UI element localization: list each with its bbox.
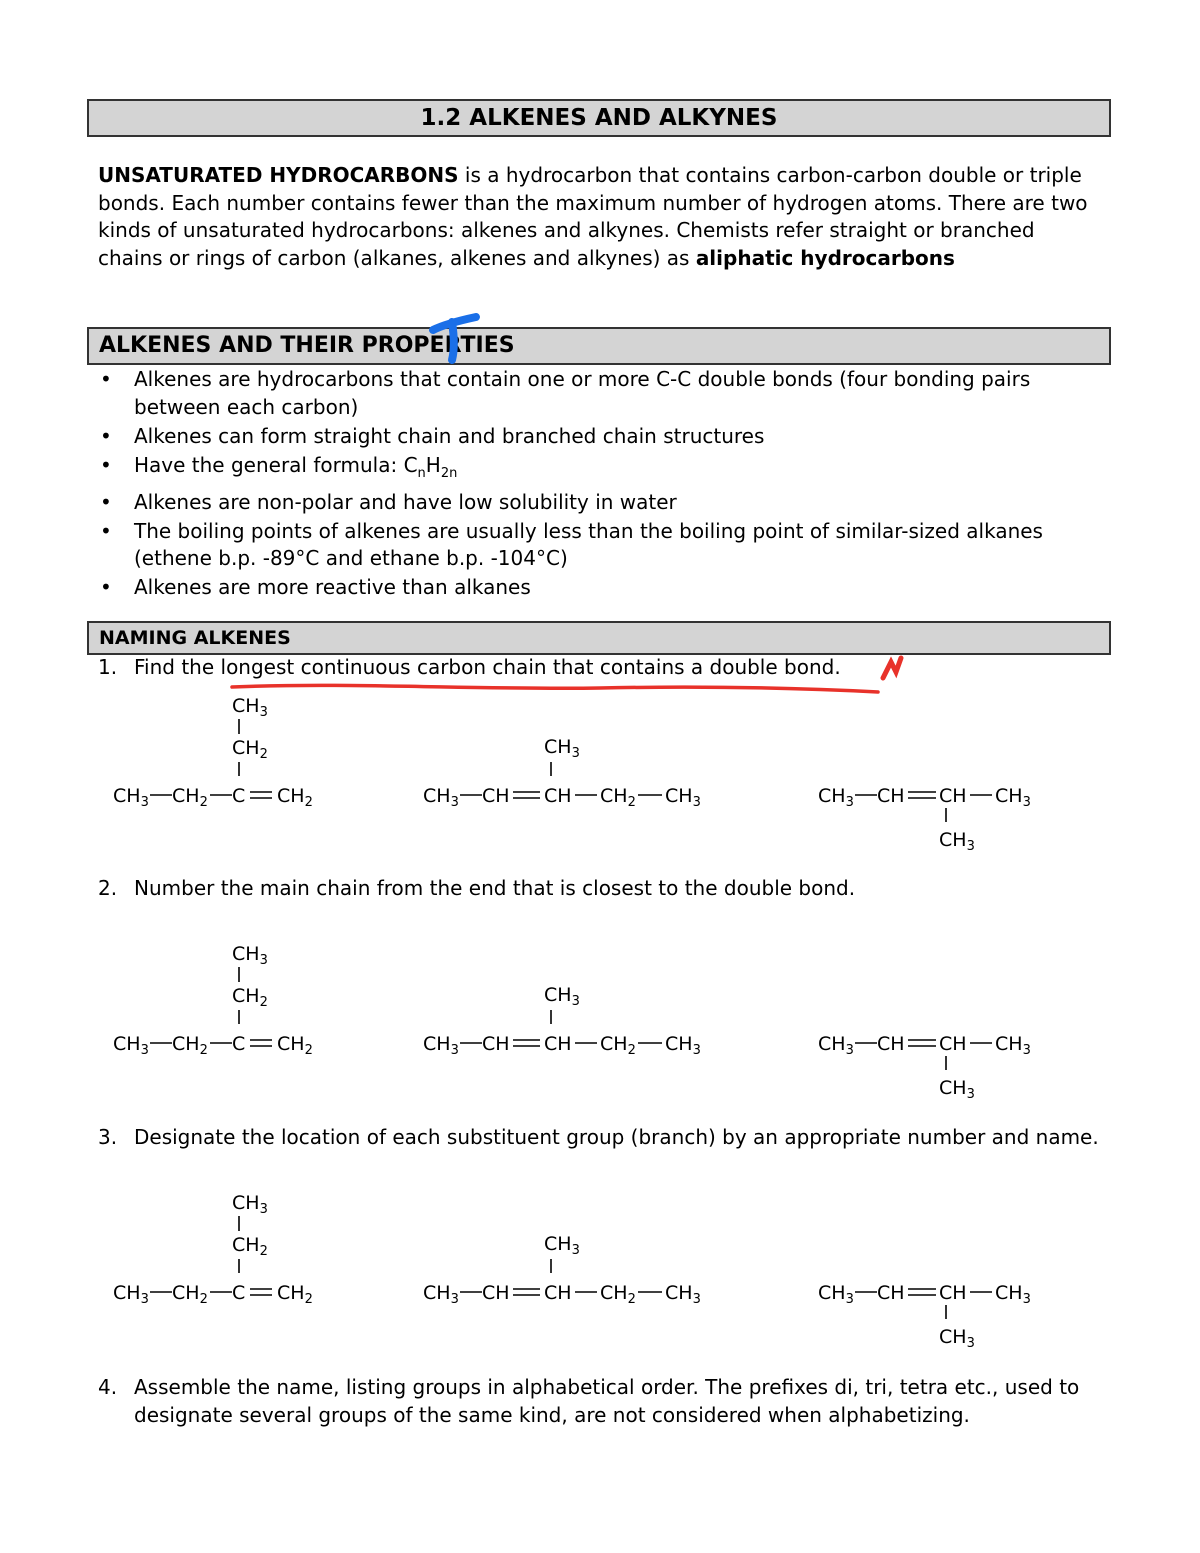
mol3-ch3-end: $CH_3$ [995, 1282, 1031, 1307]
step-1: 1. Find the longest continuous carbon chain that contains a double bond. [98, 655, 841, 679]
step-4: 4. Assemble the name, listing groups in alphabetical order. The prefixes di, tri, tetra etc., used to designate several groups of the same kind, are not considered when alphabetizing. [98, 1375, 1080, 1427]
mol3-ch3: $CH_3$ [818, 1033, 854, 1058]
mol1-ch3: $CH_3$ [113, 1282, 149, 1307]
mol3-branch-ch3: $CH_3$ [939, 829, 975, 854]
mol3-ch3: $CH_3$ [818, 785, 854, 810]
mol2-branch-ch3: $CH_3$ [544, 984, 580, 1009]
mol1-c: C [232, 1033, 246, 1055]
list-item: • Alkenes can form straight chain and branched chain structures [98, 423, 1108, 451]
mol1-branch-ch2: $CH_2$ [232, 985, 268, 1010]
mol3-branch-ch3: $CH_3$ [939, 1326, 975, 1351]
intro-term: UNSATURATED HYDROCARBONS [98, 163, 459, 187]
mol3-ch3: $CH_3$ [818, 1282, 854, 1307]
bullet: • [100, 518, 112, 543]
mol2-ch3: $CH_3$ [423, 1033, 459, 1058]
mol1-branch-ch2: $CH_2$ [232, 737, 268, 762]
list-item: • Alkenes are non-polar and have low solubility in water [98, 489, 1108, 517]
mol2-ch3: $CH_3$ [423, 785, 459, 810]
mol1-branch-ch2: $CH_2$ [232, 1234, 268, 1259]
list-item: • The boiling points of alkenes are usually less than the boiling point of similar-sized alkanes (ethene b.p. -89°C and ethane b.p. -104°C) [100, 518, 1043, 570]
mol2-ch-2: CH [544, 1282, 572, 1304]
mol3-ch-2: CH [939, 785, 967, 807]
bullet: • [100, 452, 112, 477]
mol1-branch-ch3: $CH_3$ [232, 1192, 268, 1217]
mol3-branch-ch3: $CH_3$ [939, 1077, 975, 1102]
bullet: • [100, 367, 112, 391]
properties-heading: ALKENES AND THEIR PROPERTIES [87, 327, 1111, 365]
mol1-ch3: $CH_3$ [113, 785, 149, 810]
mol3-ch-2: CH [939, 1033, 967, 1055]
mol3-ch3-end: $CH_3$ [995, 785, 1031, 810]
mol2-ch3-end: $CH_3$ [665, 1282, 701, 1307]
mol2-ch3-end: $CH_3$ [665, 1033, 701, 1058]
mol1-ch2-end: $CH_2$ [277, 1033, 313, 1058]
list-item: • Alkenes are hydrocarbons that contain one or more C-C double bonds (four bonding pairs between each carbon) [100, 367, 1031, 419]
mol2-ch2: $CH_2$ [600, 785, 636, 810]
intro-term-aliphatic: aliphatic hydrocarbons [695, 245, 955, 270]
mol2-ch3-end: $CH_3$ [665, 785, 701, 810]
naming-heading: NAMING ALKENES [87, 621, 1111, 655]
mol1-ch2: $CH_2$ [172, 785, 208, 810]
page-title: 1.2 ALKENES AND ALKYNES [87, 99, 1111, 137]
mol1-ch2-end: $CH_2$ [277, 1282, 313, 1307]
mol3-ch3-end: $CH_3$ [995, 1033, 1031, 1058]
mol3-ch: CH [877, 785, 905, 807]
mol1-branch-ch3: $CH_3$ [232, 943, 268, 968]
mol3-ch-2: CH [939, 1282, 967, 1304]
mol3-ch: CH [877, 1033, 905, 1055]
bullet: • [100, 575, 112, 599]
step-3: 3. Designate the location of each substituent group (branch) by an appropriate number and name. [98, 1125, 1099, 1149]
general-formula: $C_nH_{2n}$ [403, 452, 458, 481]
intro-text: is a hydrocarbon that contains carbon-carbon double or triple bonds. Each number contains fewer than the maximum number of hydrogen atoms. There are two kinds of unsaturated hydrocarbons: alkenes and alkynes. Chemists refer straight or branched chains or rings of carbon (alkanes, alkenes and alkynes) as [98, 163, 1088, 270]
red-underline [232, 685, 878, 692]
mol1-c: C [232, 785, 246, 807]
mol2-ch2: $CH_2$ [600, 1033, 636, 1058]
mol2-ch: CH [482, 1282, 510, 1304]
mol1-ch3: $CH_3$ [113, 1033, 149, 1058]
mol1-ch2-end: $CH_2$ [277, 785, 313, 810]
mol1-ch2: $CH_2$ [172, 1282, 208, 1307]
mol1-ch2: $CH_2$ [172, 1033, 208, 1058]
bullet: • [100, 489, 112, 514]
mol2-ch-2: CH [544, 785, 572, 807]
bullet: • [100, 423, 112, 448]
mol2-ch-2: CH [544, 1033, 572, 1055]
list-item: • Have the general formula: $C_nH_{2n}$ [100, 452, 458, 481]
mol2-ch2: $CH_2$ [600, 1282, 636, 1307]
list-item: • Alkenes are more reactive than alkanes [98, 574, 1108, 602]
mol1-c: C [232, 1282, 246, 1304]
mol3-ch: CH [877, 1282, 905, 1304]
red-pen-mark [883, 658, 901, 678]
mol2-ch: CH [482, 1033, 510, 1055]
mol2-branch-ch3: $CH_3$ [544, 736, 580, 761]
mol1-branch-ch3: $CH_3$ [232, 695, 268, 720]
blue-pen-mark [433, 317, 476, 360]
step-2: 2. Number the main chain from the end that is closest to the double bond. [98, 876, 856, 900]
mol2-branch-ch3: $CH_3$ [544, 1233, 580, 1258]
mol2-ch3: $CH_3$ [423, 1282, 459, 1307]
mol2-ch: CH [482, 785, 510, 807]
